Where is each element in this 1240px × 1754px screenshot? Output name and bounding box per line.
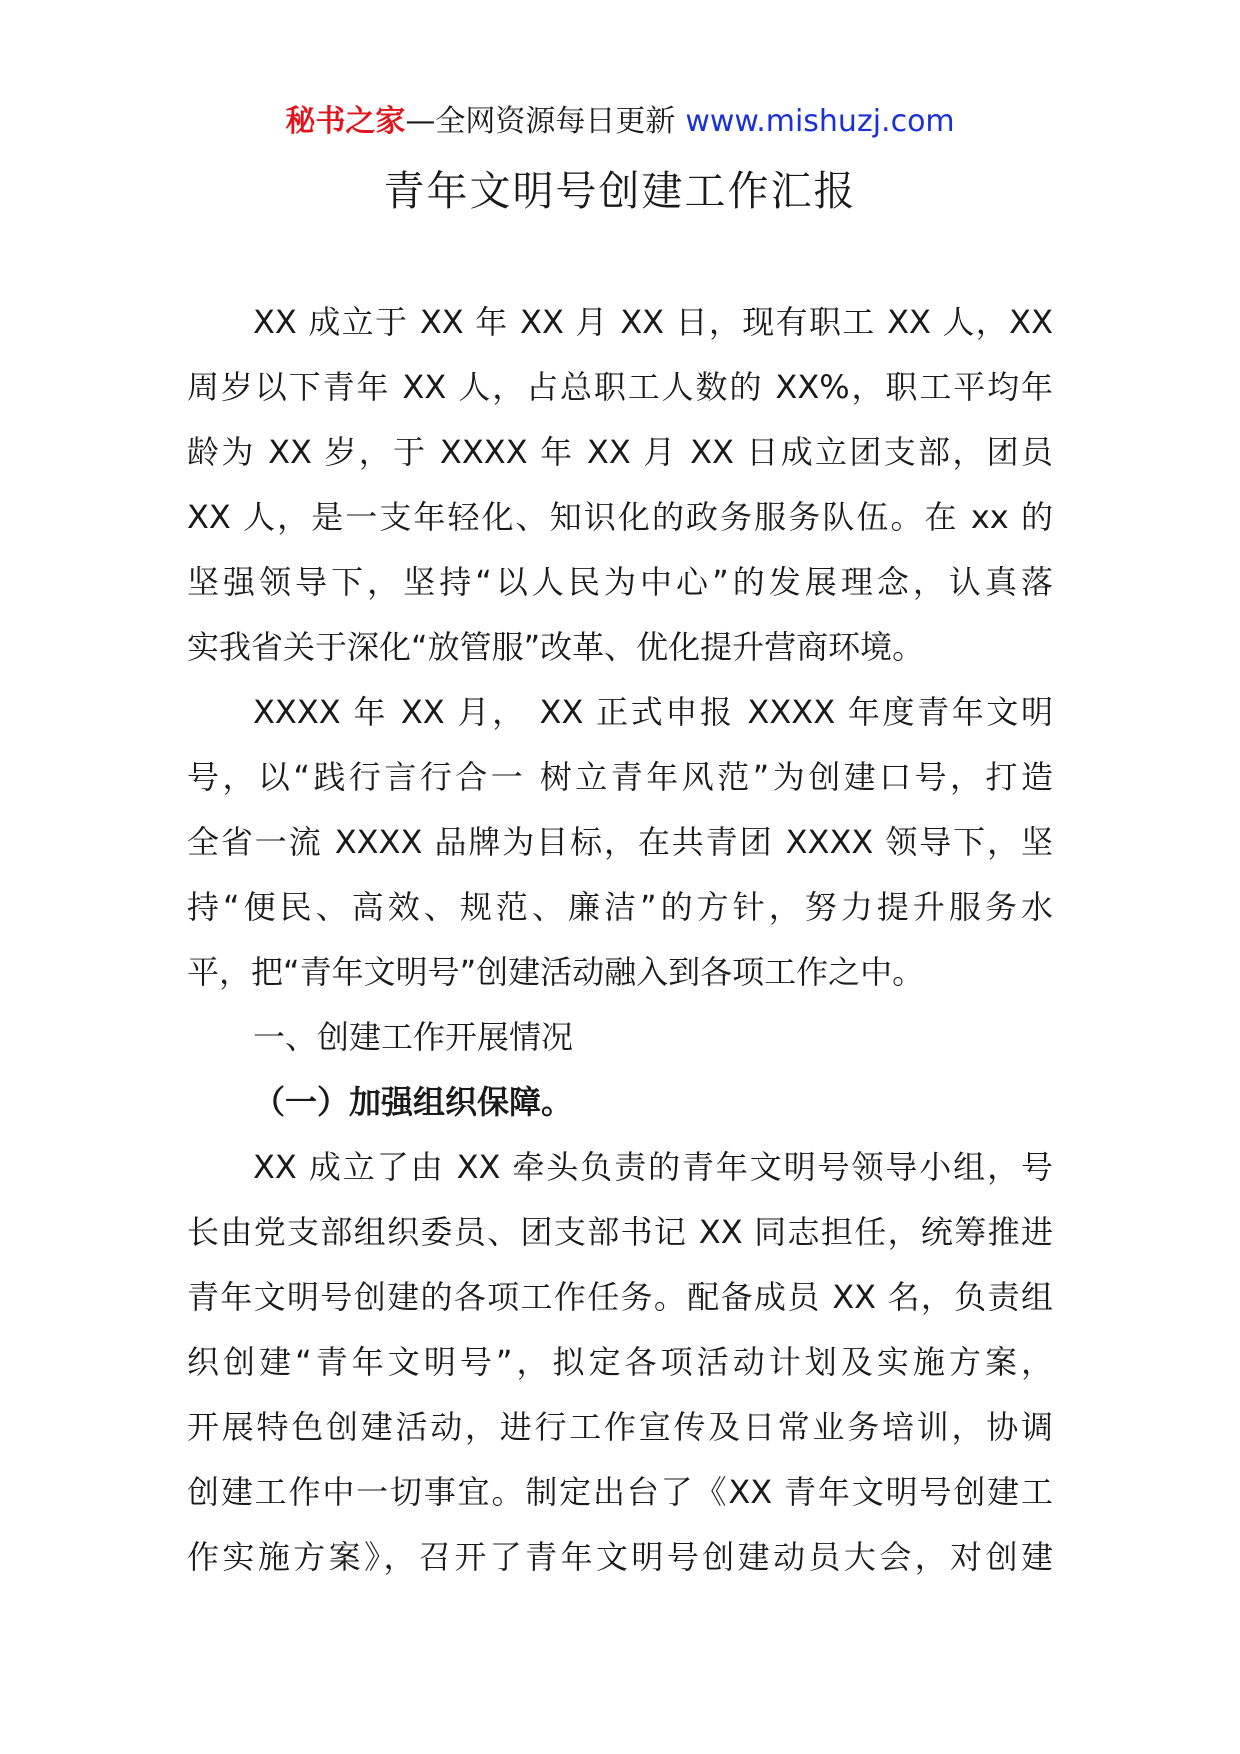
brand-name: 秘书之家 [285, 104, 406, 139]
section-heading: 一、创建工作开展情况 [253, 1018, 574, 1056]
paragraph-line: XX 成立于 XX 年 XX 月 XX 日，现有职工 XX 人，XX [253, 303, 1053, 341]
paragraph-line: 织创建“青年文明号”，拟定各项活动计划及实施方案， [187, 1343, 1053, 1381]
paragraph-line: 周岁以下青年 XX 人，占总职工人数的 XX%，职工平均年 [187, 368, 1053, 406]
site-url-link[interactable]: www.mishuzj.com [685, 104, 955, 139]
paragraph-line: 龄为 XX 岁，于 XXXX 年 XX 月 XX 日成立团支部，团员 [187, 433, 1053, 471]
paragraph-line: 号，以“践行言行合一 树立青年风范”为创建口号，打造 [187, 758, 1053, 796]
paragraph-line: 作实施方案》，召开了青年文明号创建动员大会，对创建 [187, 1538, 1053, 1576]
paragraph-line: 长由党支部组织委员、团支部书记 XX 同志担任，统筹推进 [187, 1213, 1053, 1251]
paragraph-line: XX 成立了由 XX 牵头负责的青年文明号领导小组，号 [253, 1148, 1053, 1186]
site-header [0, 100, 1240, 144]
paragraph-line: 平，把“青年文明号”创建活动融入到各项工作之中。 [187, 953, 925, 991]
paragraph-line: XXXX 年 XX 月， XX 正式申报 XXXX 年度青年文明 [253, 693, 1053, 731]
header-slogan: —全网资源每日更新 [405, 104, 676, 139]
paragraph-line: 青年文明号创建的各项工作任务。配备成员 XX 名，负责组 [187, 1278, 1053, 1316]
paragraph-line: 全省一流 XXXX 品牌为目标，在共青团 XXXX 领导下，坚 [187, 823, 1053, 861]
paragraph-line: 创建工作中一切事宜。制定出台了《XX 青年文明号创建工 [187, 1473, 1053, 1511]
document-title: 青年文明号创建工作汇报 [383, 167, 857, 215]
paragraph-line: 持“便民、高效、规范、廉洁”的方针，努力提升服务水 [187, 888, 1053, 926]
paragraph-line: XX 人，是一支年轻化、知识化的政务服务队伍。在 xx 的 [187, 498, 1053, 536]
subsection-heading: （一）加强组织保障。 [253, 1083, 574, 1121]
paragraph-line: 实我省关于深化“放管服”改革、优化提升营商环境。 [187, 628, 925, 666]
paragraph-line: 坚强领导下，坚持“以人民为中心”的发展理念，认真落 [187, 563, 1053, 601]
document-body [187, 290, 1053, 1590]
paragraph-line: 开展特色创建活动，进行工作宣传及日常业务培训，协调 [187, 1408, 1053, 1446]
